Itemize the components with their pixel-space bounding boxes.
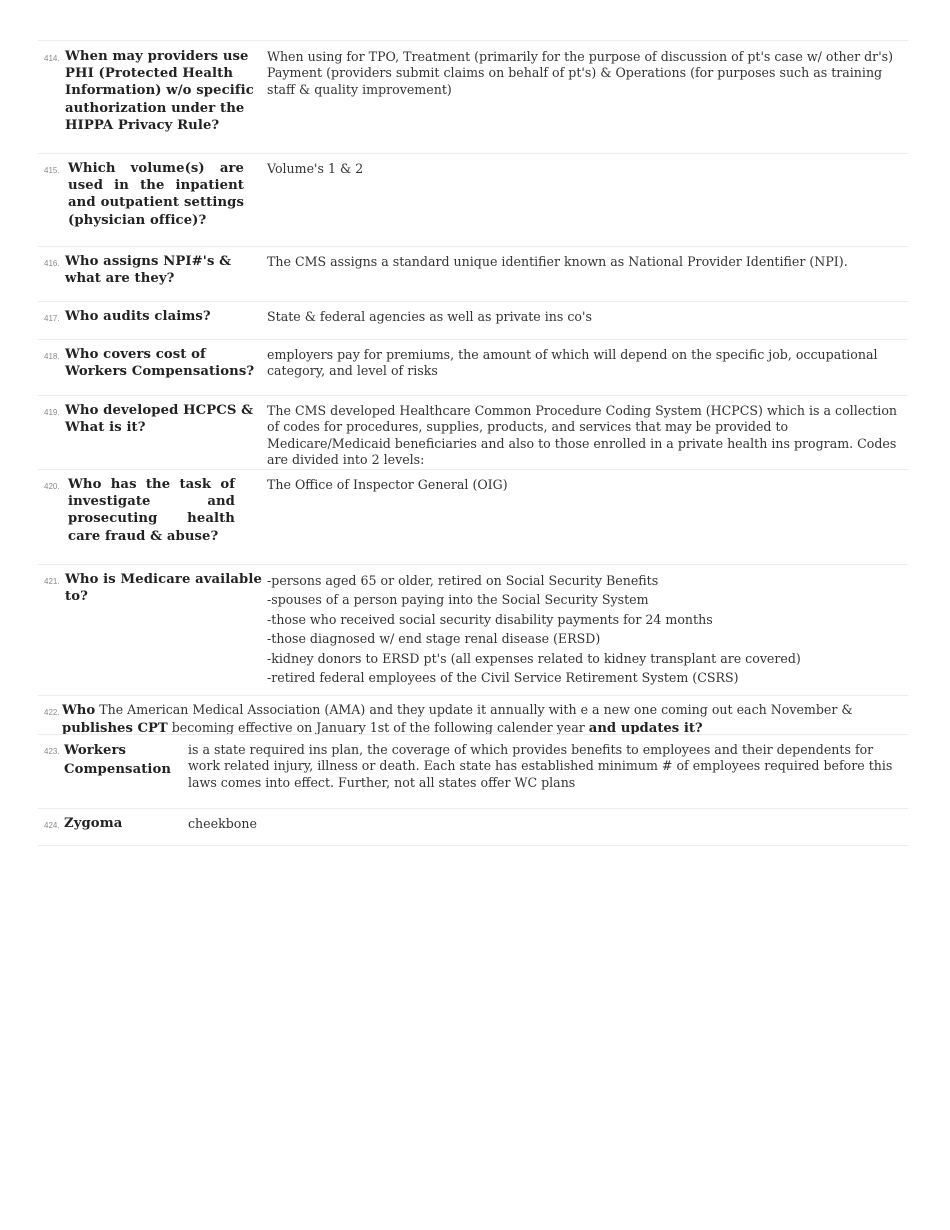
card-414 [38,40,908,153]
answer-line: -persons aged 65 or older, retired on Social Security Benefits [267,573,659,588]
flashcard-list [38,40,908,846]
card-number: 418. [44,352,60,361]
card-number: 419. [44,408,60,417]
card-answer-part: The American Medical Association (AMA) and they update it annually with e a new one coming out each November & [99,702,853,717]
card-answer: The CMS developed Healthcare Common Procedure Coding System (HCPCS) which is a collection of codes for procedures, supplies, products, and services that may be provided to Medicare/Medicaid beneficiaries and also to those enrolled in a private health ins program. Codes are divided into 2 levels: [267,403,898,468]
card-answer: The Office of Inspector General (OIG) [267,477,508,492]
card-415 [38,153,908,246]
card-number: 423. [44,747,60,756]
card-answer: cheekbone [188,816,257,831]
card-question: Who has the task of investigate and prosecuting health care fraud & abuse? [68,477,235,544]
card-answer-part: becoming effective on January 1st of the following calender year [171,720,585,735]
card-417 [38,301,908,339]
card-answer: Volume's 1 & 2 [267,161,364,176]
answer-line: -those who received social security disability payments for 24 months [267,611,713,627]
card-number: 420. [44,482,60,491]
card-420 [38,469,908,564]
card-question: Who is Medicare available to? [65,572,262,605]
card-answer: State & federal agencies as well as private ins co's [267,309,592,324]
card-416 [38,246,908,301]
card-answer-list [267,571,899,687]
card-number: 421. [44,577,60,586]
answer-line: -kidney donors to ERSD pt's (all expenses related to kidney transplant are covered) [267,650,801,666]
card-question: Who audits claims? [65,309,211,324]
card-number: 416. [44,259,60,268]
card-question: Zygoma [64,816,123,831]
card-question: Who covers cost of Workers Compensations? [65,347,255,380]
card-number: 422. [44,708,60,717]
answer-line: -retired federal employees of the Civil Service Retirement System (CSRS) [267,670,739,686]
card-question: Which volume(s) are used in the inpatient and outpatient settings (physician office)? [68,161,244,228]
card-question: Workers Compensation [64,743,172,777]
card-number: 414. [44,54,60,63]
card-421 [38,564,908,695]
card-424 [38,808,908,846]
card-419 [38,395,908,469]
card-number: 424. [44,821,60,830]
card-answer: employers pay for premiums, the amount of which will depend on the specific job, occupational category, and level of risks [267,347,878,379]
card-question: Who assigns NPI#'s & what are they? [65,254,232,287]
card-number: 415. [44,166,60,175]
card-answer: When using for TPO, Treatment (primarily for the purpose of discussion of pt's case w/ other dr's) Payment (providers submit claims on behalf of pt's) & Operations (for purposes such as training staff & quality improvement) [267,49,894,97]
card-answer: The CMS assigns a standard unique identifier known as National Provider Identifier (NPI). [267,254,848,269]
card-question: Who developed HCPCS & What is it? [65,403,254,436]
answer-line: -those diagnosed w/ end stage renal disease (ERSD) [267,631,601,647]
answer-line: -spouses of a person paying into the Social Security System [267,592,649,608]
card-question-part: Who [62,703,96,718]
card-mixed-text [62,701,902,737]
card-question: When may providers use PHI (Protected Health Information) w/o specific authorization under the HIPPA Privacy Rule? [65,49,254,133]
card-answer: is a state required ins plan, the coverage of which provides benefits to employees and their dependents for work related injury, illness or death. Each state has established minimum # of employees required before this laws comes into effect. Further, not all states offer WC plans [188,742,893,790]
card-question-part: publishes CPT [62,721,168,736]
card-question-part: and updates it? [588,721,703,736]
card-number: 417. [44,314,60,323]
card-423 [38,734,908,808]
card-418 [38,339,908,395]
card-422 [38,695,908,734]
